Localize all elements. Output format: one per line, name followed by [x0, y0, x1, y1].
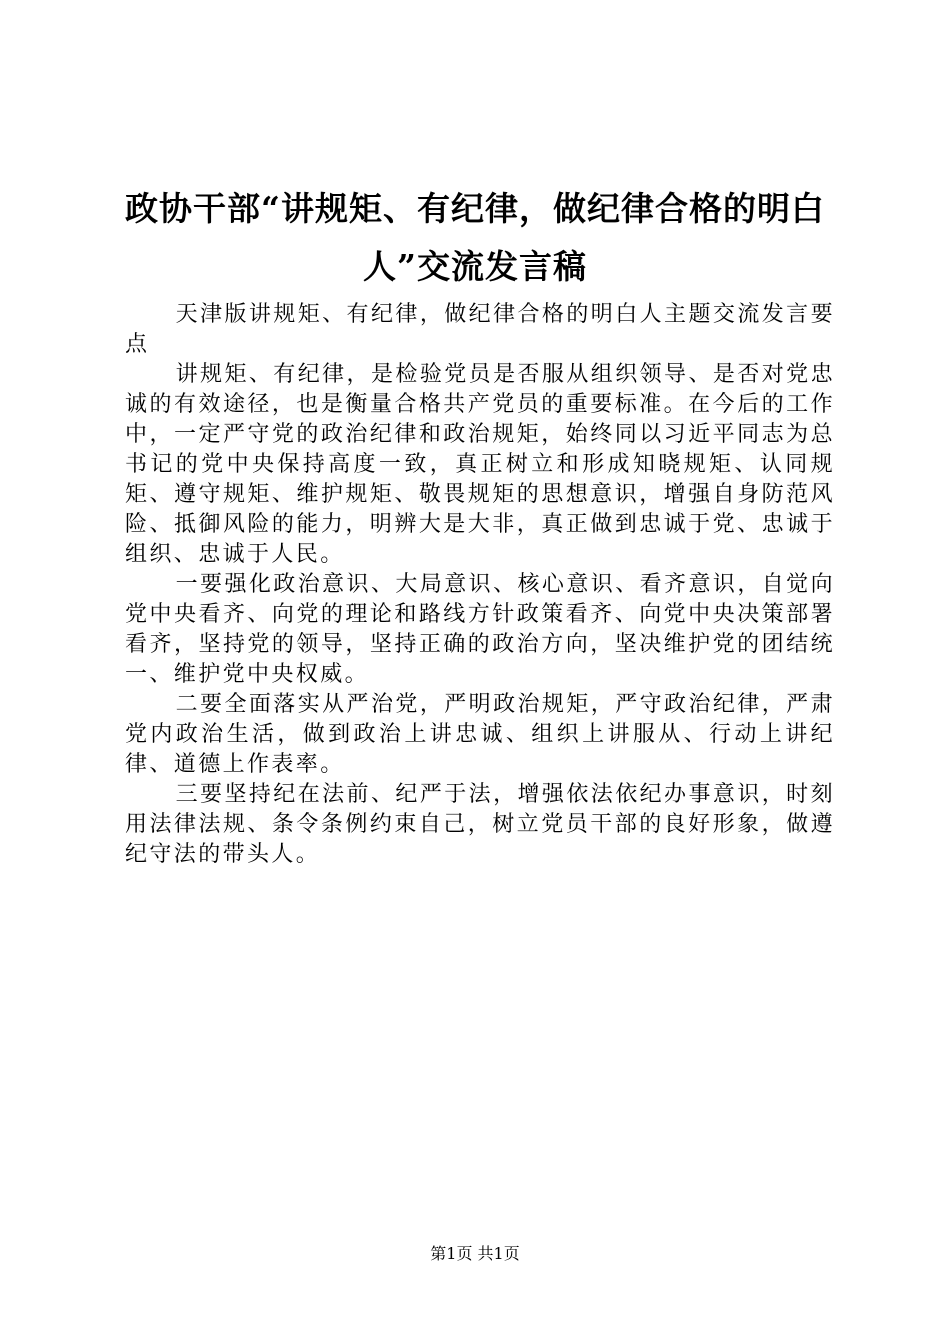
- page-number-footer: 第1页 共1页: [430, 1244, 520, 1263]
- paragraph-intro: 天津版讲规矩、有纪律，做纪律合格的明白人主题交流发言要点: [125, 302, 835, 357]
- document-body: [125, 300, 835, 870]
- paragraph-point-two: 二要全面落实从严治党，严明政治规矩，严守政治纪律，严肃党内政治生活，做到政治上讲忠诚、组织上讲服从、行动上讲纪律、道德上作表率。: [125, 692, 835, 777]
- paragraph-main: 讲规矩、有纪律，是检验党员是否服从组织领导、是否对党忠诚的有效途径，也是衡量合格共产党员的重要标准。在今后的工作中，一定严守党的政治纪律和政治规矩，始终同以习近平同志为总书记的党中央保持高度一致，真正树立和形成知晓规矩、认同规矩、遵守规矩、维护规矩、敬畏规矩的思想意识，增强自身防范风险、抵御风险的能力，明辨大是大非，真正做到忠诚于党、忠诚于组织、忠诚于人民。: [125, 362, 835, 567]
- paragraph-point-one: 一要强化政治意识、大局意识、核心意识、看齐意识，自觉向党中央看齐、向党的理论和路线方针政策看齐、向党中央决策部署看齐，坚持党的领导，坚持正确的政治方向，坚决维护党的团结统一、维护党中央权威。: [125, 572, 835, 687]
- document-title: 政协干部“讲规矩、有纪律，做纪律合格的明白人”交流发言稿: [125, 189, 825, 286]
- paragraph-point-three: 三要坚持纪在法前、纪严于法，增强依法依纪办事意识，时刻用法律法规、条令条例约束自己，树立党员干部的良好形象，做遵纪守法的带头人。: [125, 782, 835, 867]
